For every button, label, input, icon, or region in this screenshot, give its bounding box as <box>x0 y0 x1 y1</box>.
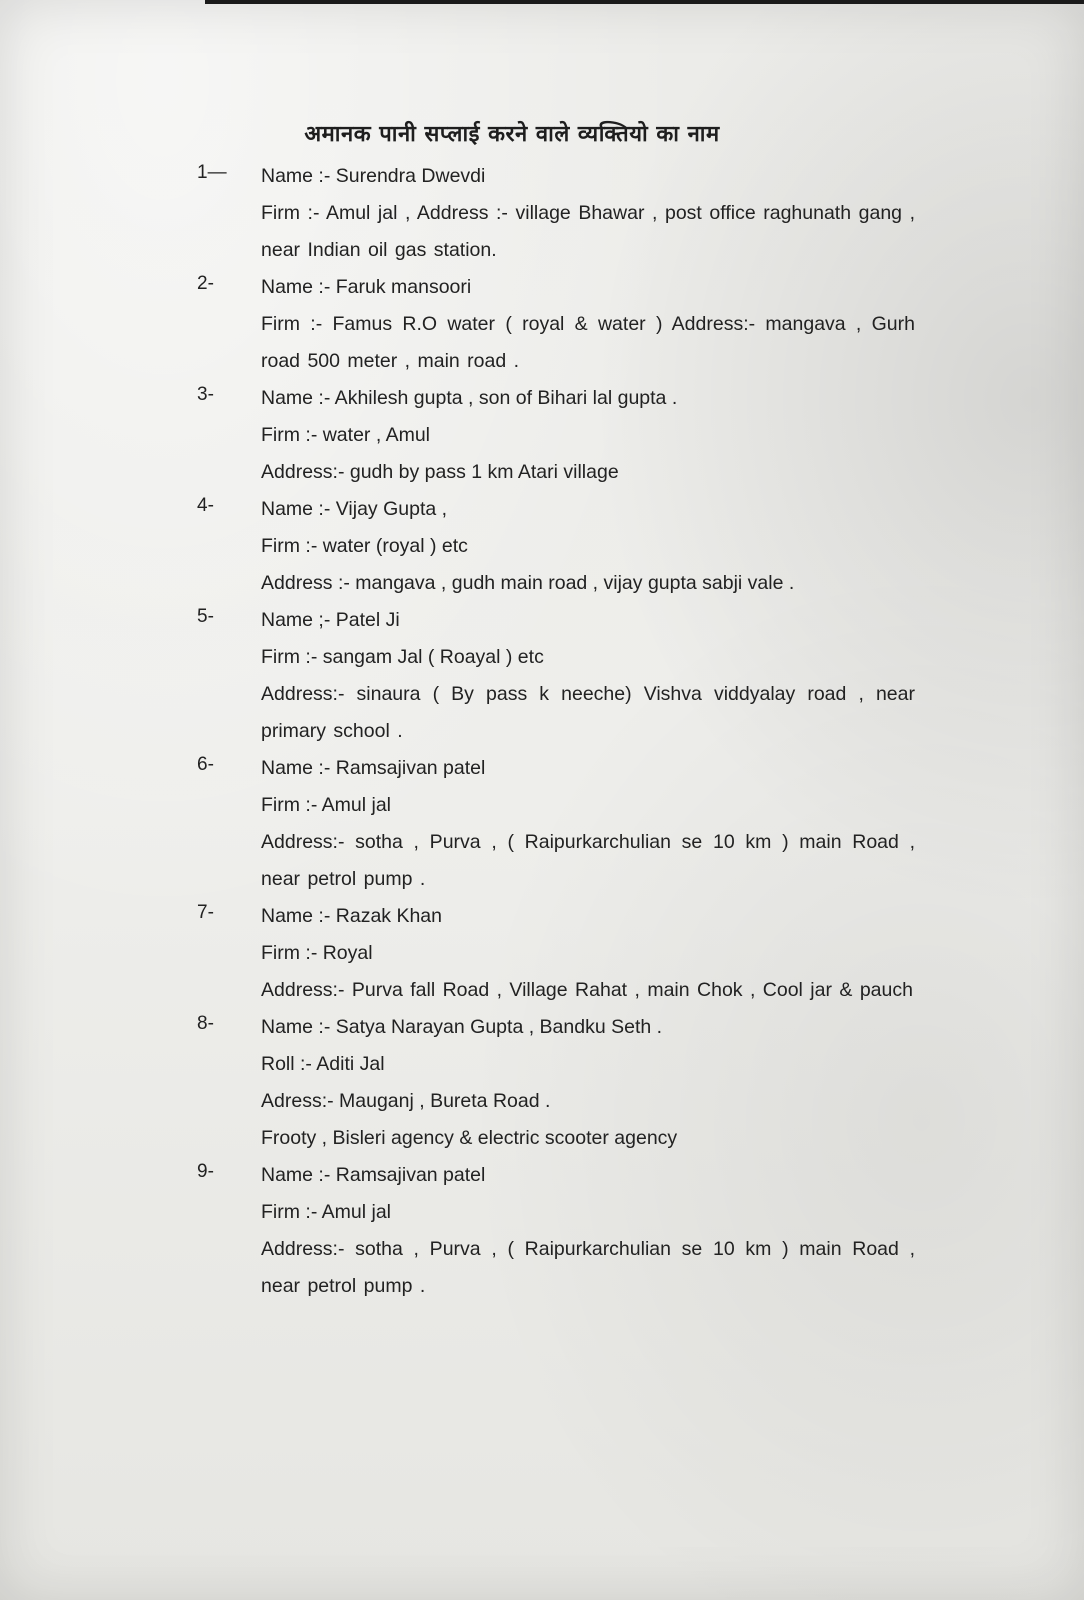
page-top-shadow <box>205 0 1084 4</box>
entry-number: 7- <box>197 902 214 923</box>
page-title: अमानक पानी सप्लाई करने वाले व्यक्तियो का नाम <box>304 122 720 147</box>
entry-number: 4- <box>197 495 214 516</box>
entry-line: Adress:- Mauganj , Bureta Road . <box>261 1090 551 1112</box>
entry-line: Name :- Satya Narayan Gupta , Bandku Seth . <box>261 1016 663 1038</box>
entry-line: Roll :- Aditi Jal <box>261 1053 385 1075</box>
entry-line: Address:- sotha , Purva , ( Raipurkarchulian se 10 km ) main Road , near petrol pump . <box>261 831 915 890</box>
entry-body <box>261 491 915 602</box>
list-item <box>197 750 915 898</box>
entry-body <box>261 898 915 1009</box>
list-item <box>197 158 915 269</box>
entry-number: 6- <box>197 754 214 775</box>
entry-line: Firm :- Amul jal <box>261 1201 392 1223</box>
entry-line: Name :- Vijay Gupta , <box>261 498 448 520</box>
entry-body <box>261 269 915 380</box>
entry-body <box>261 750 915 898</box>
entry-line: Firm :- Amul jal , Address :- village Bhawar , post office raghunath gang , near Indian oil gas station. <box>261 202 915 261</box>
entry-body <box>261 602 915 750</box>
entry-number: 3- <box>197 384 214 405</box>
entry-number: 9- <box>197 1161 214 1182</box>
entry-number: 8- <box>197 1013 214 1034</box>
entry-number: 2- <box>197 273 214 294</box>
entry-number: 5- <box>197 606 214 627</box>
list-item <box>197 602 915 750</box>
entry-line: Firm :- water (royal ) etc <box>261 535 468 557</box>
entry-line: Frooty , Bisleri agency & electric scooter agency <box>261 1127 678 1149</box>
list-item <box>197 269 915 380</box>
entry-line: Address:- sinaura ( By pass k neeche) Vishva viddyalay road , near primary school . <box>261 683 915 742</box>
list-item <box>197 380 915 491</box>
list-item <box>197 491 915 602</box>
list-item <box>197 1009 915 1157</box>
entry-line: Firm :- Royal <box>261 942 373 964</box>
entry-line: Name :- Surendra Dwevdi <box>261 165 486 187</box>
entry-line: Name ;- Patel Ji <box>261 609 400 631</box>
entry-body <box>261 1009 915 1157</box>
entry-line: Name :- Faruk mansoori <box>261 276 472 298</box>
entry-line: Firm :- Amul jal <box>261 794 392 816</box>
entry-line: Name :- Ramsajivan patel <box>261 757 486 779</box>
entry-line: Address:- sotha , Purva , ( Raipurkarchulian se 10 km ) main Road , near petrol pump . <box>261 1238 915 1297</box>
entry-line: Address:- Purva fall Road , Village Rahat , main Chok , Cool jar & pauch <box>261 979 913 1001</box>
entry-line: Firm :- Famus R.O water ( royal & water ) Address:- mangava , Gurh road 500 meter , main road . <box>261 313 915 372</box>
entry-body <box>261 158 915 269</box>
entry-line: Name :- Akhilesh gupta , son of Bihari lal gupta . <box>261 387 678 409</box>
entry-line: Firm :- sangam Jal ( Roayal ) etc <box>261 646 544 668</box>
entry-list <box>0 158 1084 1305</box>
list-item <box>197 1157 915 1305</box>
entry-line: Name :- Ramsajivan patel <box>261 1164 486 1186</box>
entry-number: 1— <box>197 162 227 183</box>
list-item <box>197 898 915 1009</box>
entry-line: Name :- Razak Khan <box>261 905 442 927</box>
entry-body <box>261 1157 915 1305</box>
entry-line: Firm :- water , Amul <box>261 424 431 446</box>
entry-body <box>261 380 915 491</box>
entry-line: Address:- gudh by pass 1 km Atari village <box>261 461 619 483</box>
entry-line: Address :- mangava , gudh main road , vijay gupta sabji vale . <box>261 572 795 594</box>
